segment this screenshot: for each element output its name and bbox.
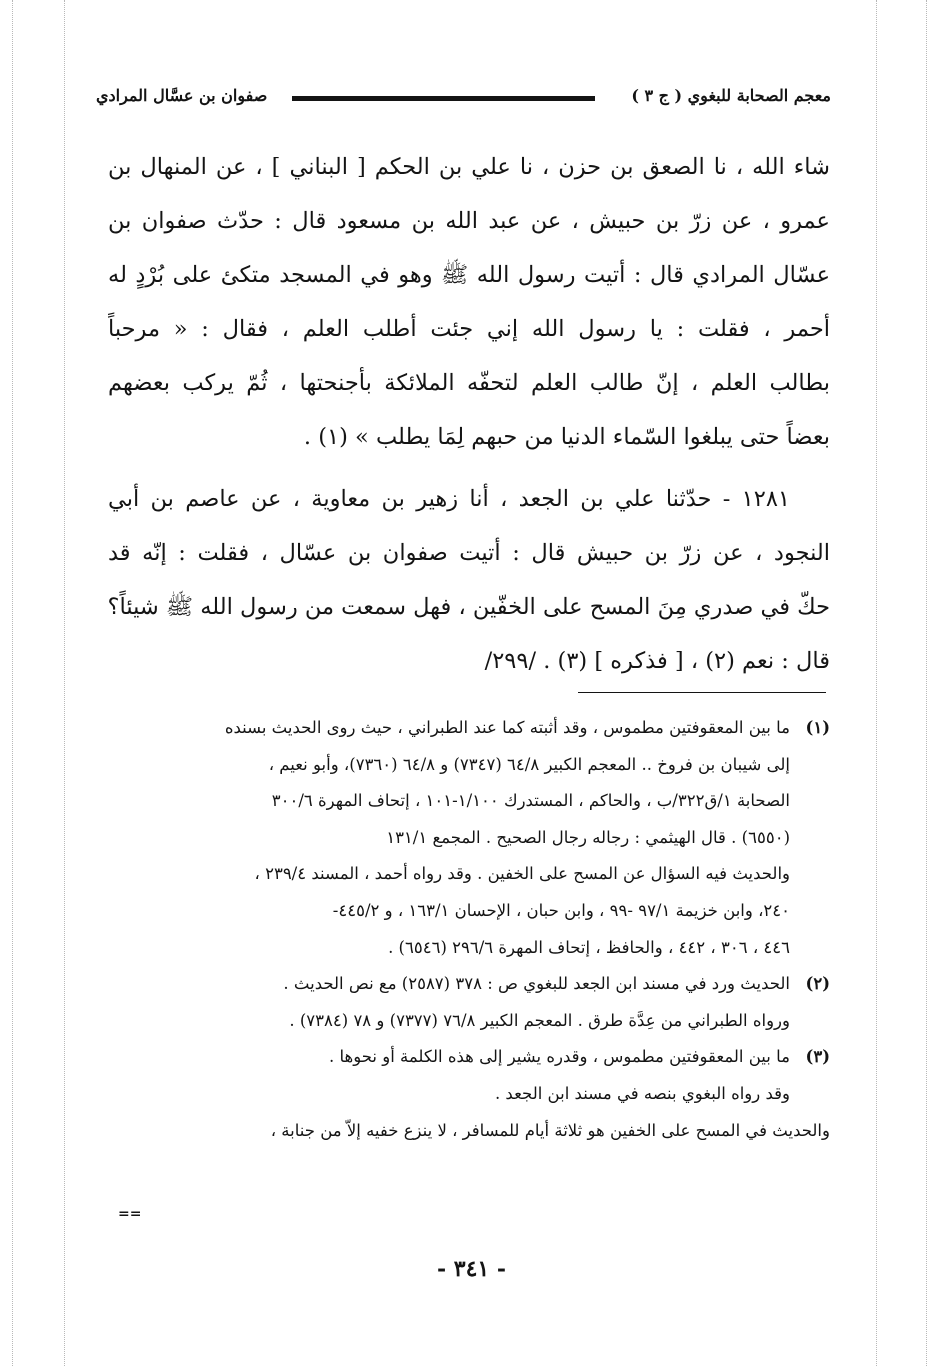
text-line: بعضاً حتى يبلغوا السّماء الدنيا من حبهم لِمَا يطلب » (١) . bbox=[303, 424, 830, 450]
footnote-line bbox=[108, 1113, 830, 1150]
footnote-number: (٢) bbox=[805, 974, 830, 994]
footnote-text: ٢٤٠، وابن خزيمة ٩٧/١ -٩٩ ، وابن حبان ، الإحسان ١٦٣/١ ، و ٤٤٥/٢- bbox=[332, 900, 790, 920]
continuation-mark: == bbox=[118, 1206, 142, 1222]
footnote-number: (١) bbox=[805, 718, 830, 737]
footnote-number: (٣) bbox=[805, 1047, 830, 1067]
margin-guide-left-inner bbox=[64, 0, 65, 1366]
footnote-line bbox=[108, 783, 830, 820]
footnote-text: والحديث في المسح على الخفين هو ثلاثة أيام للمسافر ، لا ينزع خفيه إلاّ من جنابة ، bbox=[270, 1120, 830, 1140]
section-title: صفوان بن عسَّال المرادي bbox=[96, 86, 268, 105]
footnote-line bbox=[108, 893, 830, 930]
footnote-line bbox=[108, 820, 830, 857]
text-line: عسّال المرادي قال : أتيت رسول الله ﷺ وهو في المسجد متكئ على بُرْدٍ له bbox=[108, 262, 830, 288]
footnote-line bbox=[108, 1039, 830, 1076]
text-line: أحمر ، فقلت : يا رسول الله إني جئت أطلب العلم ، فقال : « مرحباً bbox=[108, 316, 830, 342]
footnote-line bbox=[108, 710, 830, 747]
text-line: عمرو ، عن زرّ بن حبيش ، عن عبد الله بن مسعود قال : حدّث صفوان بن bbox=[108, 208, 830, 234]
margin-guide-right-inner bbox=[876, 0, 877, 1366]
footnote-separator bbox=[578, 692, 826, 693]
running-header bbox=[96, 82, 831, 114]
footnote-line bbox=[108, 1003, 830, 1040]
footnote-line bbox=[108, 856, 830, 893]
margin-guide-right bbox=[926, 0, 927, 1366]
text-line: شاء الله ، نا الصعق بن حزن ، نا علي بن الحكم [ البناني ] ، عن المنهال بن bbox=[108, 154, 830, 180]
text-line: حكّ في صدري مِنَ المسح على الخفّين ، فهل سمعت من رسول الله ﷺ شيئاً؟ bbox=[108, 594, 830, 620]
margin-guide-left bbox=[12, 0, 13, 1366]
header-rule bbox=[292, 96, 595, 101]
page-number: - ٣٤١ - bbox=[436, 1256, 507, 1282]
footnote-text: إلى شيبان بن فروخ .. المعجم الكبير ٦٤/٨ (٧٣٤٧) و ٦٤/٨ (٧٣٦٠)، وأبو نعيم ، bbox=[268, 754, 790, 774]
book-title: معجم الصحابة للبغوي ( ج ٣ ) bbox=[631, 86, 831, 105]
footnote-text: ما بين المعقوفتين مطموس ، وقد أثبته كما عند الطبراني ، حيث روى الحديث بسنده bbox=[224, 718, 790, 737]
text-line: النجود ، عن زرّ بن حبيش قال : أتيت صفوان بن عسّال ، فقلت : إنّه قد bbox=[108, 540, 830, 566]
footnote-text: ما بين المعقوفتين مطموس ، وقدره يشير إلى هذه الكلمة أو نحوها . bbox=[329, 1047, 790, 1067]
footnote-line bbox=[108, 1076, 830, 1113]
footnote-text: ورواه الطبراني من عِدَّة طرق . المعجم الكبير ٧٦/٨ (٧٣٧٧) و ٧٨ (٧٣٨٤) . bbox=[289, 1010, 790, 1030]
footnote-line bbox=[108, 747, 830, 784]
main-text bbox=[108, 140, 830, 688]
footnote-text: وقد رواه البغوي بنصه في مسند ابن الجعد . bbox=[494, 1083, 790, 1103]
footnote-text: الحديث ورد في مسند ابن الجعد للبغوي ص : ٣٧٨ (٢٥٨٧) مع نص الحديث . bbox=[283, 974, 790, 994]
text-line: بطالب العلم ، إنّ طالب العلم لتحفّه الملائكة بأجنحتها ، ثُمّ يركب بعضهم bbox=[108, 370, 830, 396]
footnote-text: ٤٤٦ ، ٣٠٦ ، ٤٤٢ ، والحافظ ، إتحاف المهرة ٢٩٦/٦ (٦٥٤٦) . bbox=[388, 937, 790, 957]
text-line: ١٢٨١ - حدّثنا علي بن الجعد ، أنا زهير بن معاوية ، عن عاصم بن أبي bbox=[108, 486, 790, 512]
footnote-text: الصحابة ١/ق٣٢٢/ب ، والحاكم ، المستدرك ١/١٠٠-١٠١ ، إتحاف المهرة ٣٠٠/٦ bbox=[271, 791, 790, 811]
footnotes bbox=[108, 710, 830, 1149]
footnote-text: (٦٥٥٠) . قال الهيثمي : رجاله رجال الصحيح . المجمع ١٣١/١ bbox=[386, 827, 790, 847]
footnote-line bbox=[108, 930, 830, 967]
text-line: قال : نعم (٢) ، [ فذكره ] (٣) . /٢٩٩/ bbox=[484, 648, 830, 674]
footnote-text: والحديث فيه السؤال عن المسح على الخفين . وقد رواه أحمد ، المسند ٢٣٩/٤ ، bbox=[254, 864, 790, 884]
footnote-line bbox=[108, 966, 830, 1003]
